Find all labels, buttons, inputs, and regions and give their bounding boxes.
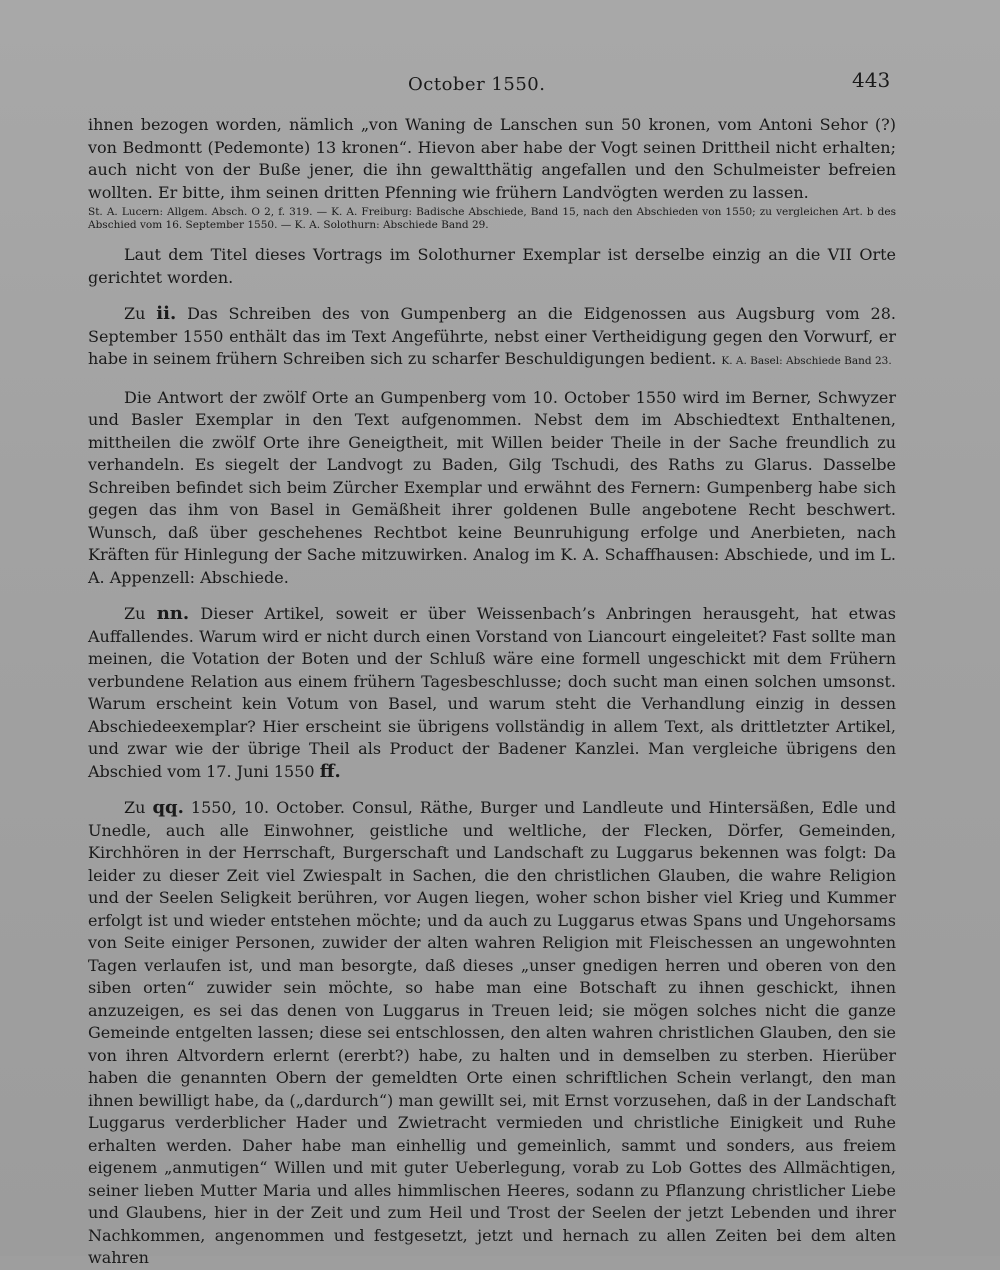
paragraph-2: Laut dem Titel dieses Vortrags im Solothurner Exemplar ist derselbe einzig an die VII Orte gerichtet worden. bbox=[88, 245, 896, 287]
source-note-ii: K. A. Basel: Abschiede Band 23. bbox=[721, 355, 892, 367]
section-marker-nn: nn. bbox=[156, 603, 190, 624]
paragraph-nn-text: Dieser Artikel, soweit er über Weissenbach’s Anbringen herausgeht, hat etwas Auffallendes. Warum wird er nicht durch einen Vorstand von Liancourt eingeleitet? Fast sollte man meinen, die Votation der Boten und der Schluß wäre eine formell ungeschickt mit dem Frühern verbundene Relation aus einem frühern Tagesbeschlusse; doch sucht man einen solchen umsonst. Warum erscheint kein Votum von Basel, und warum steht die Verhandlung einzig in dessen Abschiedeexemplar? Hier erscheint sie übrigens vollständig in allem Text, als drittletzter Artikel, und zwar wie der übrige Theil als Product der Badener Kanzlei. Man vergleiche übrigens den Abschied vom 17. Juni 1550 bbox=[88, 604, 896, 781]
page-body bbox=[88, 114, 896, 1270]
page-number: 443 bbox=[852, 68, 891, 92]
zu-prefix: Zu bbox=[124, 798, 146, 817]
paragraph-qq-text: 1550, 10. October. Consul, Räthe, Burger und Landleute und Hintersäßen, Edle und Unedle, auch alle Einwohner, geistliche und weltliche, der Flecken, Dörfer, Gemeinden, Kirchhören in der Herrschaft, Burgerschaft und Landschaft zu Luggarus bekennen was folgt: Da leider zu dieser Zeit viel Zwiespalt in Sachen, die den christlichen Glauben, die wahre Religion und der Seelen Seligkeit berühren, vor Augen liegen, woher schon bisher viel Krieg und Kummer erfolgt ist und wieder entstehen möchte; und da auch zu Luggarus etwas Spans und Ungehorsams von Seite einiger Personen, zuwider der alten wahren Religion mit Fleischessen an ungewohnten Tagen verlaufen ist, und man besorgte, daß dieses „unser gnedigen herren und oberen von den siben orten“ zuwider sein möchte, so habe man eine Botschaft zu ihnen geschickt, ihnen anzuzeigen, es sei das denen von Luggarus in Treuen leid; sie mögen solches nicht die ganze Gemeinde entgelten lassen; diese sei entschlossen, den alten wahren christlichen Glauben, den sie von ihren Altvordern erlernt (ererbt?) habe, zu halten und in demselben zu sterben. Hierüber haben die genannten Obern der gemeldten Orte einen schriftlichen Schein verlangt, den man ihnen bewilligt habe, da („dardurch“) man gewillt sei, mit Ernst vorzusehen, daß in der Landschaft Luggarus verderblicher Hader und Zwietracht vermieden und christliche Einigkeit und Ruhe erhalten werden. Daher habe man einhellig und gemeinlich, sammt und sonders, aus freiem eigenem „anmutigen“ Willen und mit guter Ueberlegung, vorab zu Lob Gottes des Allmächtigen, seiner lieben Mutter Maria und alles himmlischen Heeres, sodann zu Pflanzung christlicher Liebe und Glaubens, hier in der Zeit und zum Heil und Trost der Seelen der jetzt Lebenden und ihrer Nachkommen, angenommen und festgesetzt, jetzt und hernach zu allen Zeiten bei dem alten wahren bbox=[88, 798, 896, 1267]
reference-ff: ff. bbox=[319, 760, 341, 782]
paragraph-ii-text: Das Schreiben des von Gumpenberg an die Eidgenossen aus Augsburg vom 28. September 1550 enthält das im Text Angeführte, nebst einer Vertheidigung gegen den Vorwurf, er habe in seinem frühern Schreiben sich zu scharfer Beschuldigungen bedient. bbox=[88, 304, 896, 368]
paragraph-nn bbox=[88, 603, 896, 783]
zu-prefix: Zu bbox=[124, 304, 146, 323]
paragraph-4: Die Antwort der zwölf Orte an Gumpenberg vom 10. October 1550 wird im Berner, Schwyzer und Basler Exemplar in den Text aufgenommen. Nebst dem im Abschiedtext Enthaltenen, mittheilen die zwölf Orte ihre Geneigtheit, mit Willen beider Theile in der Sache freundlich zu verhandeln. Es siegelt der Landvogt zu Baden, Gilg Tschudi, des Raths zu Glarus. Dasselbe Schreiben befindet sich beim Zürcher Exemplar und erwähnt des Fernern: Gumpenberg habe sich gegen das ihm von Basel in Gemäßheit ihrer goldenen Bulle angebotene Recht beschwert. Wunsch, daß über geschehenes Rechtbot keine Beunruhigung erfolge und Anerbieten, nach Kräften für Hinlegung der Sache mitzuwirken. Analog im K. A. Schaffhausen: Abschiede, und im L. A. Appenzell: Abschiede. bbox=[88, 387, 896, 587]
running-head bbox=[0, 68, 1000, 102]
section-marker-ii: ii. bbox=[156, 303, 177, 324]
page-header-title: October 1550. bbox=[408, 74, 546, 95]
section-marker-qq: qq. bbox=[152, 797, 184, 818]
paragraph-1: ihnen bezogen worden, nämlich „von Waning de Lanschen sun 50 kronen, vom Antoni Sehor (?) von Bedmontt (Pedemonte) 13 kronen“. Hievon aber habe der Vogt seinen Drittheil nicht erhalten; auch nicht von der Buße jener, die ihn gewaltthätig angefallen und den Schulmeister befreien wollten. Er bitte, ihm seinen dritten Pfenning wie frühern Landvögten werden zu lassen. bbox=[88, 115, 896, 202]
source-note-1: St. A. Lucern: Allgem. Absch. O 2, f. 319. — K. A. Freiburg: Badische Abschiede, Band 15, nach den Abschieden von 1550; zu vergleichen Art. b des Abschied vom 16. September 1550. — K. A. Solothurn: Abschiede Band 29. bbox=[88, 206, 896, 231]
paragraph-ii bbox=[88, 303, 896, 373]
zu-prefix: Zu bbox=[124, 604, 146, 623]
paragraph-qq bbox=[88, 797, 896, 1270]
